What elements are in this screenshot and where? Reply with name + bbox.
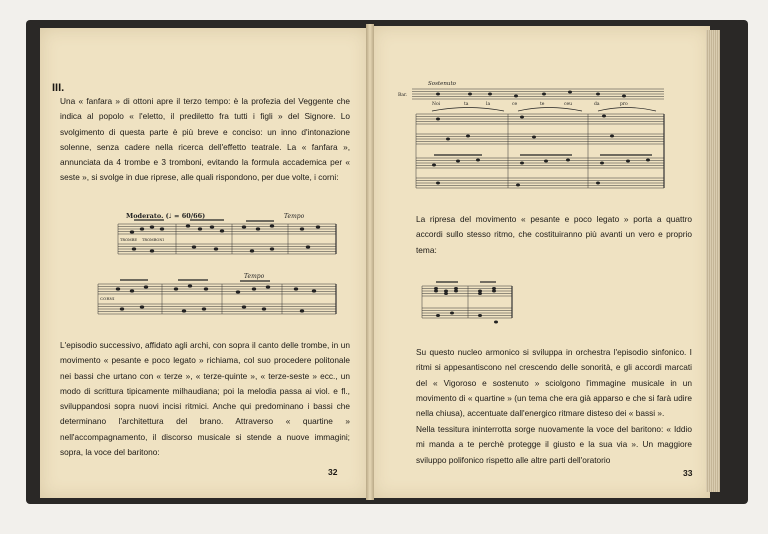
- score3-voice-label: Bar.: [398, 93, 408, 98]
- right-page-number: 33: [683, 468, 693, 478]
- chapter-heading: III.: [52, 82, 65, 94]
- score1-marking: Tempo: [284, 213, 305, 220]
- right-paragraph-1: La ripresa del movimento « pesante e poco legato » porta a quattro accordi sullo stesso ritmo, che costituiranno più avanti un vero e proprio tema:: [416, 214, 692, 255]
- lyric-word: te: [540, 102, 545, 107]
- lyrics-row: [432, 101, 628, 107]
- page-edges: [706, 30, 720, 492]
- music-example-1: [112, 212, 344, 262]
- lyric-word: da: [594, 102, 600, 107]
- music-example-2: [92, 272, 344, 322]
- lyric-word: Noi: [432, 102, 441, 107]
- lyric-word: ta: [464, 102, 469, 107]
- score1-label-2: TROMBONI: [142, 238, 164, 242]
- music-example-3: [398, 80, 668, 200]
- left-paragraph-1: Una « fanfara » di ottoni apre il terzo tempo: è la profezia del Veggente che indica al popolo « l'eletto, il prediletto fra tutti i figli » del Signore. Lo svolgimento di questa parte è più breve e conciso: un inno d'intonazione solenne, senza cadere nella ricerca dell'effetto teatrale. La « fanfara », annunciata da 4 trombe e 3 tromboni, evitando la formula accademica per « seste », si svolge in due riprese, alle quali rispondono, per due volte, i corni:: [60, 96, 350, 183]
- score1-label-1: TROMBE: [120, 238, 137, 242]
- book-gutter: [366, 24, 374, 500]
- score3-tempo: Sostenuto: [428, 81, 456, 87]
- right-paragraph-3: Nella tessitura ininterrotta sorge nuovamente la voce del baritono: « Iddio mi manda a te perchè protegge il giusto e la sua via ». Un maggiore sviluppo polifonico rispetto alle altre parti dell'oratorio: [416, 424, 692, 465]
- score2-marking: Tempo: [244, 273, 265, 280]
- lyric-word: pro: [620, 102, 628, 107]
- score2-label: CORNI: [100, 296, 115, 301]
- lyric-word: ce: [512, 102, 518, 107]
- left-page-number: 32: [328, 467, 338, 477]
- right-paragraph-2: Su questo nucleo armonico si sviluppa in orchestra l'episodio sinfonico. I ritmi si appesantiscono nel crescendo delle sonorità, e gli accordi marcati del « Vigoroso e sostenuto » sciolgono l'immagine musicale in un movimento di « quartine » (un tema che era già apparso e che si farà udire nella chiusa), accentuate dall'energico ritmare disteso dei « bassi ».: [416, 347, 692, 419]
- music-example-4: [418, 278, 518, 328]
- lyric-word: ceu: [564, 102, 573, 107]
- left-paragraph-2: L'episodio successivo, affidato agli archi, con sopra il canto delle trombe, in un movimento « pesante e poco legato » richiama, col suo procedere politonale nei bassi che urtano con « terze », « terze-quinte », « terze-seste » ecc., un modo di scrittura tipicamente milhaudiana; poi la melodia passa ai viol. e fl., sviluppandosi sopra nuovi incisi ritmici. Anche qui predominano i bassi che determinano l'architettura del brano. Attraverso « quartine » nell'accompagnamento, il discorso musicale si stende a nuove immagini; sopra, la voce del baritono:: [60, 340, 350, 458]
- score1-tempo: Moderato. (♩ = 60/66): [126, 212, 206, 220]
- lyric-word: la: [486, 102, 491, 107]
